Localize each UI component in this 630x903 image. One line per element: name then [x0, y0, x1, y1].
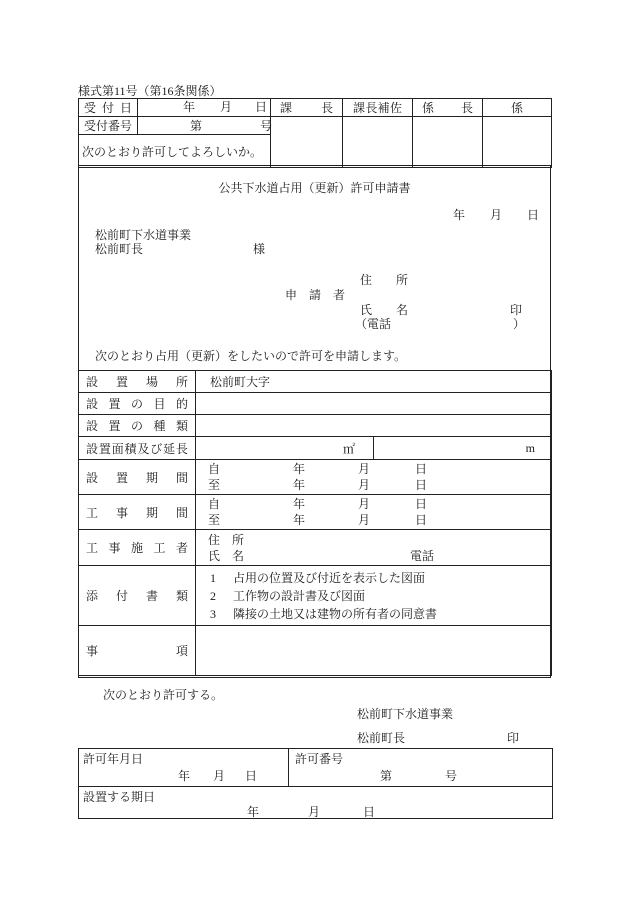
permit-number-label: 許可番号 — [295, 752, 344, 766]
subsection-chief-cell — [413, 99, 483, 117]
work-to-month: 月 — [358, 513, 371, 527]
type-value-cell — [196, 415, 552, 437]
addressee-mayor: 松前町長 — [95, 242, 144, 256]
number-prefix: 第 — [190, 118, 203, 133]
permit-number-prefix: 第 — [380, 769, 393, 783]
permit-date-label: 許可年月日 — [83, 752, 144, 766]
attachment-2-text: 工作物の設計書及び図面 — [233, 589, 366, 603]
work-to-label: 至 — [208, 513, 221, 527]
permit-date-year: 年 — [178, 769, 191, 783]
work-to-day: 日 — [415, 513, 428, 527]
applicant-phone-open: （電話 — [355, 317, 392, 331]
applicant-label: 申 請 者 — [285, 288, 346, 302]
section-chief-label: 課 長 — [280, 101, 333, 115]
work-to-year: 年 — [293, 513, 306, 527]
staff-cell — [483, 99, 552, 117]
reception-month-label: 月 — [220, 100, 233, 114]
install-from-label: 自 — [208, 462, 221, 476]
reception-day-label: 日 — [255, 100, 268, 114]
app-date-year-label: 年 — [453, 208, 466, 222]
attachments-label: 添 付 書 類 — [86, 589, 188, 603]
approval-business: 松前町下水道事業 — [357, 707, 454, 721]
attachment-item — [196, 589, 551, 607]
attachment-3-no: 3 — [210, 607, 216, 621]
purpose-label-cell — [79, 393, 196, 415]
permit-number-cell — [289, 749, 553, 787]
install-period-label: 設 置 期 間 — [86, 470, 188, 485]
setup-date-cell — [79, 787, 553, 819]
attachment-1-no: 1 — [210, 571, 216, 585]
install-to-day: 日 — [415, 478, 428, 492]
permit-date-month: 月 — [213, 769, 226, 783]
applicant-name-label: 氏 名 — [360, 303, 409, 317]
setup-date-month: 月 — [308, 805, 321, 819]
subsection-chief-stamp-box — [413, 117, 483, 168]
work-period-label: 工 事 期 間 — [86, 505, 188, 520]
install-from-year: 年 — [293, 462, 306, 476]
install-to-month: 月 — [358, 478, 371, 492]
contractor-label: 工 事 施 工 者 — [86, 541, 188, 555]
attachments-label-cell — [79, 566, 196, 626]
attachment-3-text: 隣接の土地又は建物の所有者の同意書 — [233, 607, 438, 621]
section-chief-stamp-box — [271, 117, 343, 168]
area-sq-unit: ㎡ — [342, 441, 355, 456]
application-intro-sentence: 次のとおり占用（更新）をしたいので許可を申請します。 — [95, 349, 407, 363]
work-from-month: 月 — [358, 497, 371, 511]
application-fields-table — [78, 370, 552, 676]
work-from-label: 自 — [208, 497, 221, 511]
approval-sentence: 次のとおり許可する。 — [103, 688, 224, 702]
deputy-chief-label: 課 長 補 佐 — [353, 101, 402, 115]
deputy-chief-cell — [343, 99, 413, 117]
area-len-cell — [374, 437, 552, 460]
attachment-2-no: 2 — [210, 589, 216, 603]
contractor-phone-label: 電話 — [410, 549, 435, 563]
install-period-label-cell — [79, 460, 196, 495]
permit-number-suffix: 号 — [445, 769, 458, 783]
work-period-value-cell — [196, 495, 552, 530]
remarks-label: 事 項 — [86, 644, 188, 658]
approval-mayor: 松前町長 — [357, 731, 406, 745]
attachment-item — [196, 607, 551, 625]
location-value-cell — [196, 371, 552, 393]
install-from-day: 日 — [415, 462, 428, 476]
reception-number-label: 受 付 番 号 — [84, 119, 133, 133]
application-body-box — [78, 165, 551, 678]
work-from-day: 日 — [415, 497, 428, 511]
location-label-cell — [79, 371, 196, 393]
admin-approval-table — [78, 98, 552, 168]
contractor-address-label: 住 所 — [208, 533, 245, 547]
contractor-value-cell — [196, 530, 552, 566]
type-label: 設 置 の 種 類 — [86, 419, 188, 433]
permit-table — [78, 748, 553, 819]
type-label-cell — [79, 415, 196, 437]
location-value: 松前町大字 — [210, 375, 271, 389]
addressee-honorific: 様 — [253, 242, 266, 256]
attachments-value-cell — [196, 566, 552, 626]
reception-number-cell — [79, 117, 138, 135]
reception-date-cell — [79, 99, 138, 117]
work-from-year: 年 — [293, 497, 306, 511]
area-sq-cell — [196, 437, 374, 460]
deputy-chief-stamp-box — [343, 117, 413, 168]
install-to-year: 年 — [293, 478, 306, 492]
reception-number-value-cell — [138, 117, 271, 135]
setup-date-year: 年 — [247, 805, 260, 819]
document-title: 公共下水道占用（更新）許可申請書 — [218, 181, 411, 195]
remarks-label-cell — [79, 626, 196, 676]
remarks-value-cell — [196, 626, 552, 676]
applicant-seal-mark: 印 — [510, 303, 523, 317]
staff-stamp-box — [483, 117, 552, 168]
area-label-cell — [79, 437, 196, 460]
install-from-month: 月 — [358, 462, 371, 476]
permit-date-day: 日 — [245, 769, 258, 783]
purpose-value-cell — [196, 393, 552, 415]
addressee-business: 松前町下水道事業 — [95, 228, 192, 242]
number-suffix: 号 — [260, 118, 273, 133]
reception-date-label: 受 付 日 — [84, 101, 132, 115]
work-period-label-cell — [79, 495, 196, 530]
area-label: 設 置 面 積 及 び 延 長 — [86, 441, 188, 456]
reception-year-label: 年 — [183, 100, 196, 114]
approval-question: 次のとおり許可してよろしいか。 — [82, 144, 263, 159]
contractor-label-cell — [79, 530, 196, 566]
install-period-value-cell — [196, 460, 552, 495]
setup-date-label: 設置する期日 — [83, 790, 156, 804]
subsection-chief-label: 係 長 — [422, 101, 473, 115]
form-number: 様式第11号（第16条関係） — [78, 84, 222, 98]
app-date-month-label: 月 — [490, 208, 503, 222]
contractor-name-label: 氏 名 — [208, 549, 245, 563]
app-date-day-label: 日 — [527, 208, 540, 222]
approval-question-cell — [79, 135, 271, 168]
setup-date-day: 日 — [363, 805, 376, 819]
location-label: 設 置 場 所 — [86, 375, 188, 389]
permit-date-cell — [79, 749, 289, 787]
purpose-label: 設 置 の 目 的 — [86, 397, 188, 411]
section-chief-cell — [271, 99, 343, 117]
applicant-phone-close: ） — [513, 317, 526, 331]
reception-date-value-cell — [138, 99, 271, 117]
approval-seal-mark: 印 — [507, 731, 520, 745]
install-to-label: 至 — [208, 478, 221, 492]
area-len-unit: m — [525, 440, 536, 455]
attachment-1-text: 占用の位置及び付近を表示した図面 — [233, 571, 426, 585]
attachment-item — [196, 571, 551, 589]
applicant-address-label: 住 所 — [360, 273, 409, 287]
staff-label: 係 — [510, 101, 523, 115]
